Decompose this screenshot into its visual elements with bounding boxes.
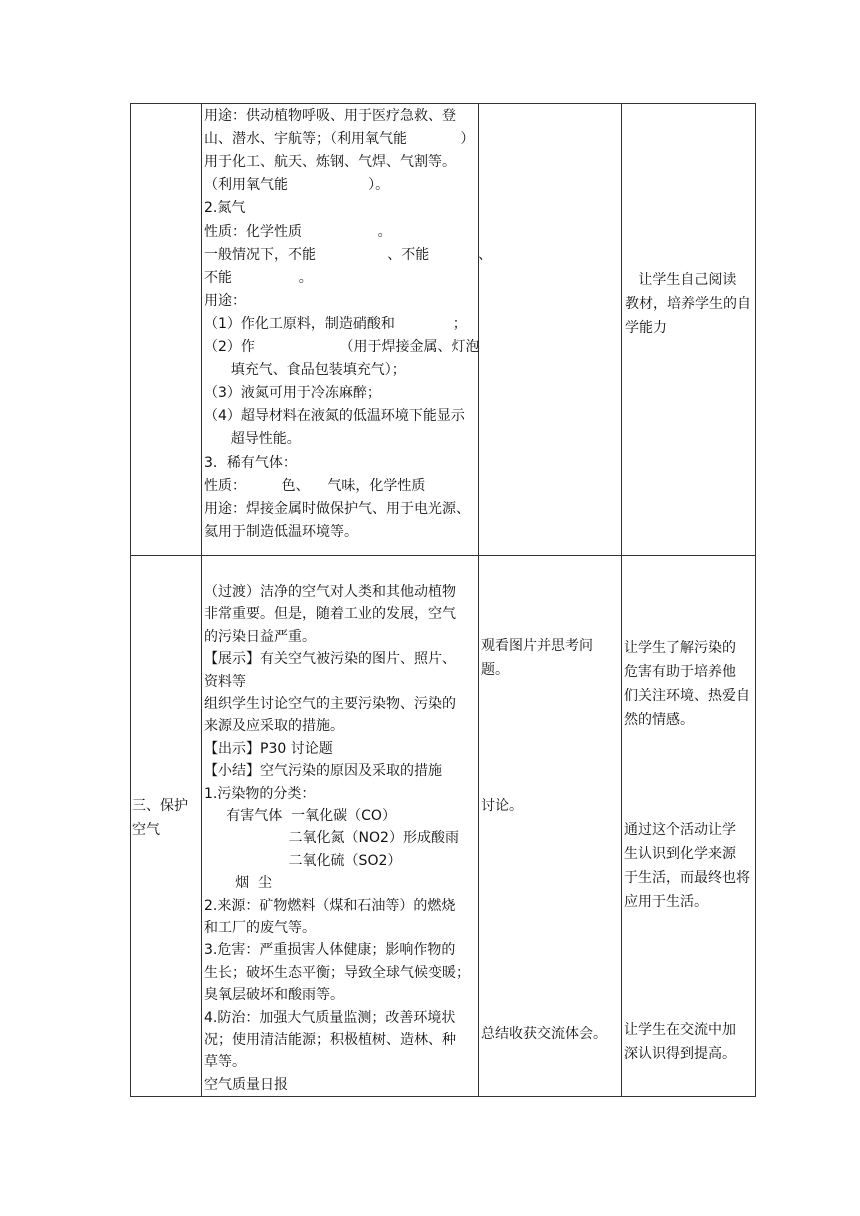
text-line: 二氧化硫（SO2） — [204, 852, 402, 869]
text-line: 2.氮气 — [204, 200, 246, 217]
text-line: 和工厂的废气等。 — [204, 920, 316, 936]
table-row — [131, 104, 756, 556]
text-line: 【小结】空气污染的原因及采取的措施 — [204, 763, 442, 780]
text-line: 让学生了解污染的 — [624, 640, 736, 656]
text-line: 题。 — [481, 662, 509, 678]
lesson-plan-table — [130, 103, 756, 1097]
text-line: （过渡）洁净的空气对人类和其他动植物 — [204, 584, 456, 600]
text-line: 生认识到化学来源 — [624, 846, 736, 862]
text-line: （2）作 （用于焊接金属、灯泡 — [204, 339, 480, 355]
text-line: 烟 尘 — [204, 875, 273, 892]
text-line: 讨论。 — [481, 798, 523, 814]
text-line: 填充气、食品包装填充气）； — [204, 362, 406, 379]
text-line: 空气质量日报 — [204, 1076, 288, 1093]
text-line: 用途： — [204, 292, 246, 309]
student-activity-cell — [479, 556, 622, 1097]
text-line: 2.来源：矿物燃料（煤和石油等）的燃烧 — [204, 897, 456, 914]
text-line: 性质： 色、 气味，化学性质 — [204, 477, 426, 494]
text-line: 3．稀有气体： — [204, 454, 297, 471]
text-line: 4.防治：加强大气质量监测；改善环境状 — [204, 1009, 456, 1026]
text-line: 超导性能。 — [204, 431, 301, 448]
text-line: 们关注环境、热爱自 — [624, 688, 750, 704]
text-line: 况；使用清洁能源；积极植树、造林、种 — [204, 1032, 456, 1048]
text-line: （1）作化工原料，制造硝酸和 ； — [204, 315, 467, 332]
text-line: 臭氧层破坏和酸雨等。 — [204, 987, 344, 1004]
text-line: 性质：化学性质 。 — [204, 223, 392, 240]
text-line: 危害有助于培养他 — [624, 664, 736, 680]
text-line: 一般情况下，不能 、不能 、 — [204, 246, 493, 263]
text-line: 让学生自己阅读 — [625, 272, 737, 288]
text-line: 非常重要。但是，随着工业的发展，空气 — [204, 606, 456, 623]
text-line: 通过这个活动让学 — [624, 822, 736, 838]
text-line: 3.危害：严重损害人体健康；影响作物的 — [204, 942, 456, 959]
text-line: 观看图片并思考问 — [481, 638, 593, 654]
text-line: 学能力 — [625, 320, 667, 336]
text-line: 有害气体 一氧化碳（CO） — [204, 808, 396, 824]
student-activity-cell — [479, 104, 622, 556]
table-row — [131, 556, 756, 1097]
text-line: 资料等 — [204, 673, 246, 690]
text-line: 草等。 — [204, 1054, 246, 1071]
text-line: 应用于生活。 — [624, 894, 708, 910]
text-line: 的污染日益严重。 — [204, 628, 316, 645]
text-line: 氦用于制造低温环境等。 — [204, 523, 358, 540]
text-line: 教材，培养学生的自 — [625, 296, 751, 312]
text-line: 【展示】有关空气被污染的图片、照片、 — [204, 651, 456, 668]
text-line: 然的情感。 — [624, 712, 694, 728]
text-line: 于生活，而最终也将 — [624, 870, 750, 886]
design-intent-cell — [622, 556, 756, 1097]
text-line: 让学生在交流中加 — [624, 1022, 736, 1038]
section-cell — [131, 104, 202, 556]
text-line: 总结收获交流体会。 — [481, 1026, 607, 1042]
text-line: 深认识得到提高。 — [624, 1046, 736, 1062]
text-line: 组织学生讨论空气的主要污染物、污染的 — [204, 696, 456, 712]
teacher-activity-cell — [202, 556, 479, 1097]
text-line: 用途：供动植物呼吸、用于医疗急救、登 — [204, 108, 456, 124]
text-line: 用于化工、航天、炼钢、气焊、气割等。 — [204, 154, 456, 171]
section-title: 三、保护 — [132, 798, 188, 814]
section-cell — [131, 556, 202, 1097]
text-line: 1.污染物的分类： — [204, 785, 316, 802]
text-line: 二氧化氮（NO2）形成酸雨 — [204, 830, 459, 847]
text-line: （3）液氮可用于冷冻麻醉； — [204, 385, 381, 402]
text-line: （利用氧气能 ）。 — [204, 177, 390, 194]
text-line: 用途：焊接金属时做保护气、用于电光源、 — [204, 500, 470, 517]
design-intent-cell — [622, 104, 756, 556]
text-line: 山、潜水、宇航等；（利用氧气能 ） — [204, 131, 475, 148]
text-line: 生长；破坏生态平衡；导致全球气候变暖； — [204, 964, 470, 981]
text-line: （4）超导材料在液氮的低温环境下能显示 — [204, 408, 465, 425]
section-title: 空气 — [132, 822, 160, 838]
teacher-activity-cell — [202, 104, 493, 556]
text-line: 不能 。 — [204, 269, 313, 286]
text-line: 【出示】P30 讨论题 — [204, 740, 333, 757]
text-line: 来源及应采取的措施。 — [204, 718, 344, 735]
